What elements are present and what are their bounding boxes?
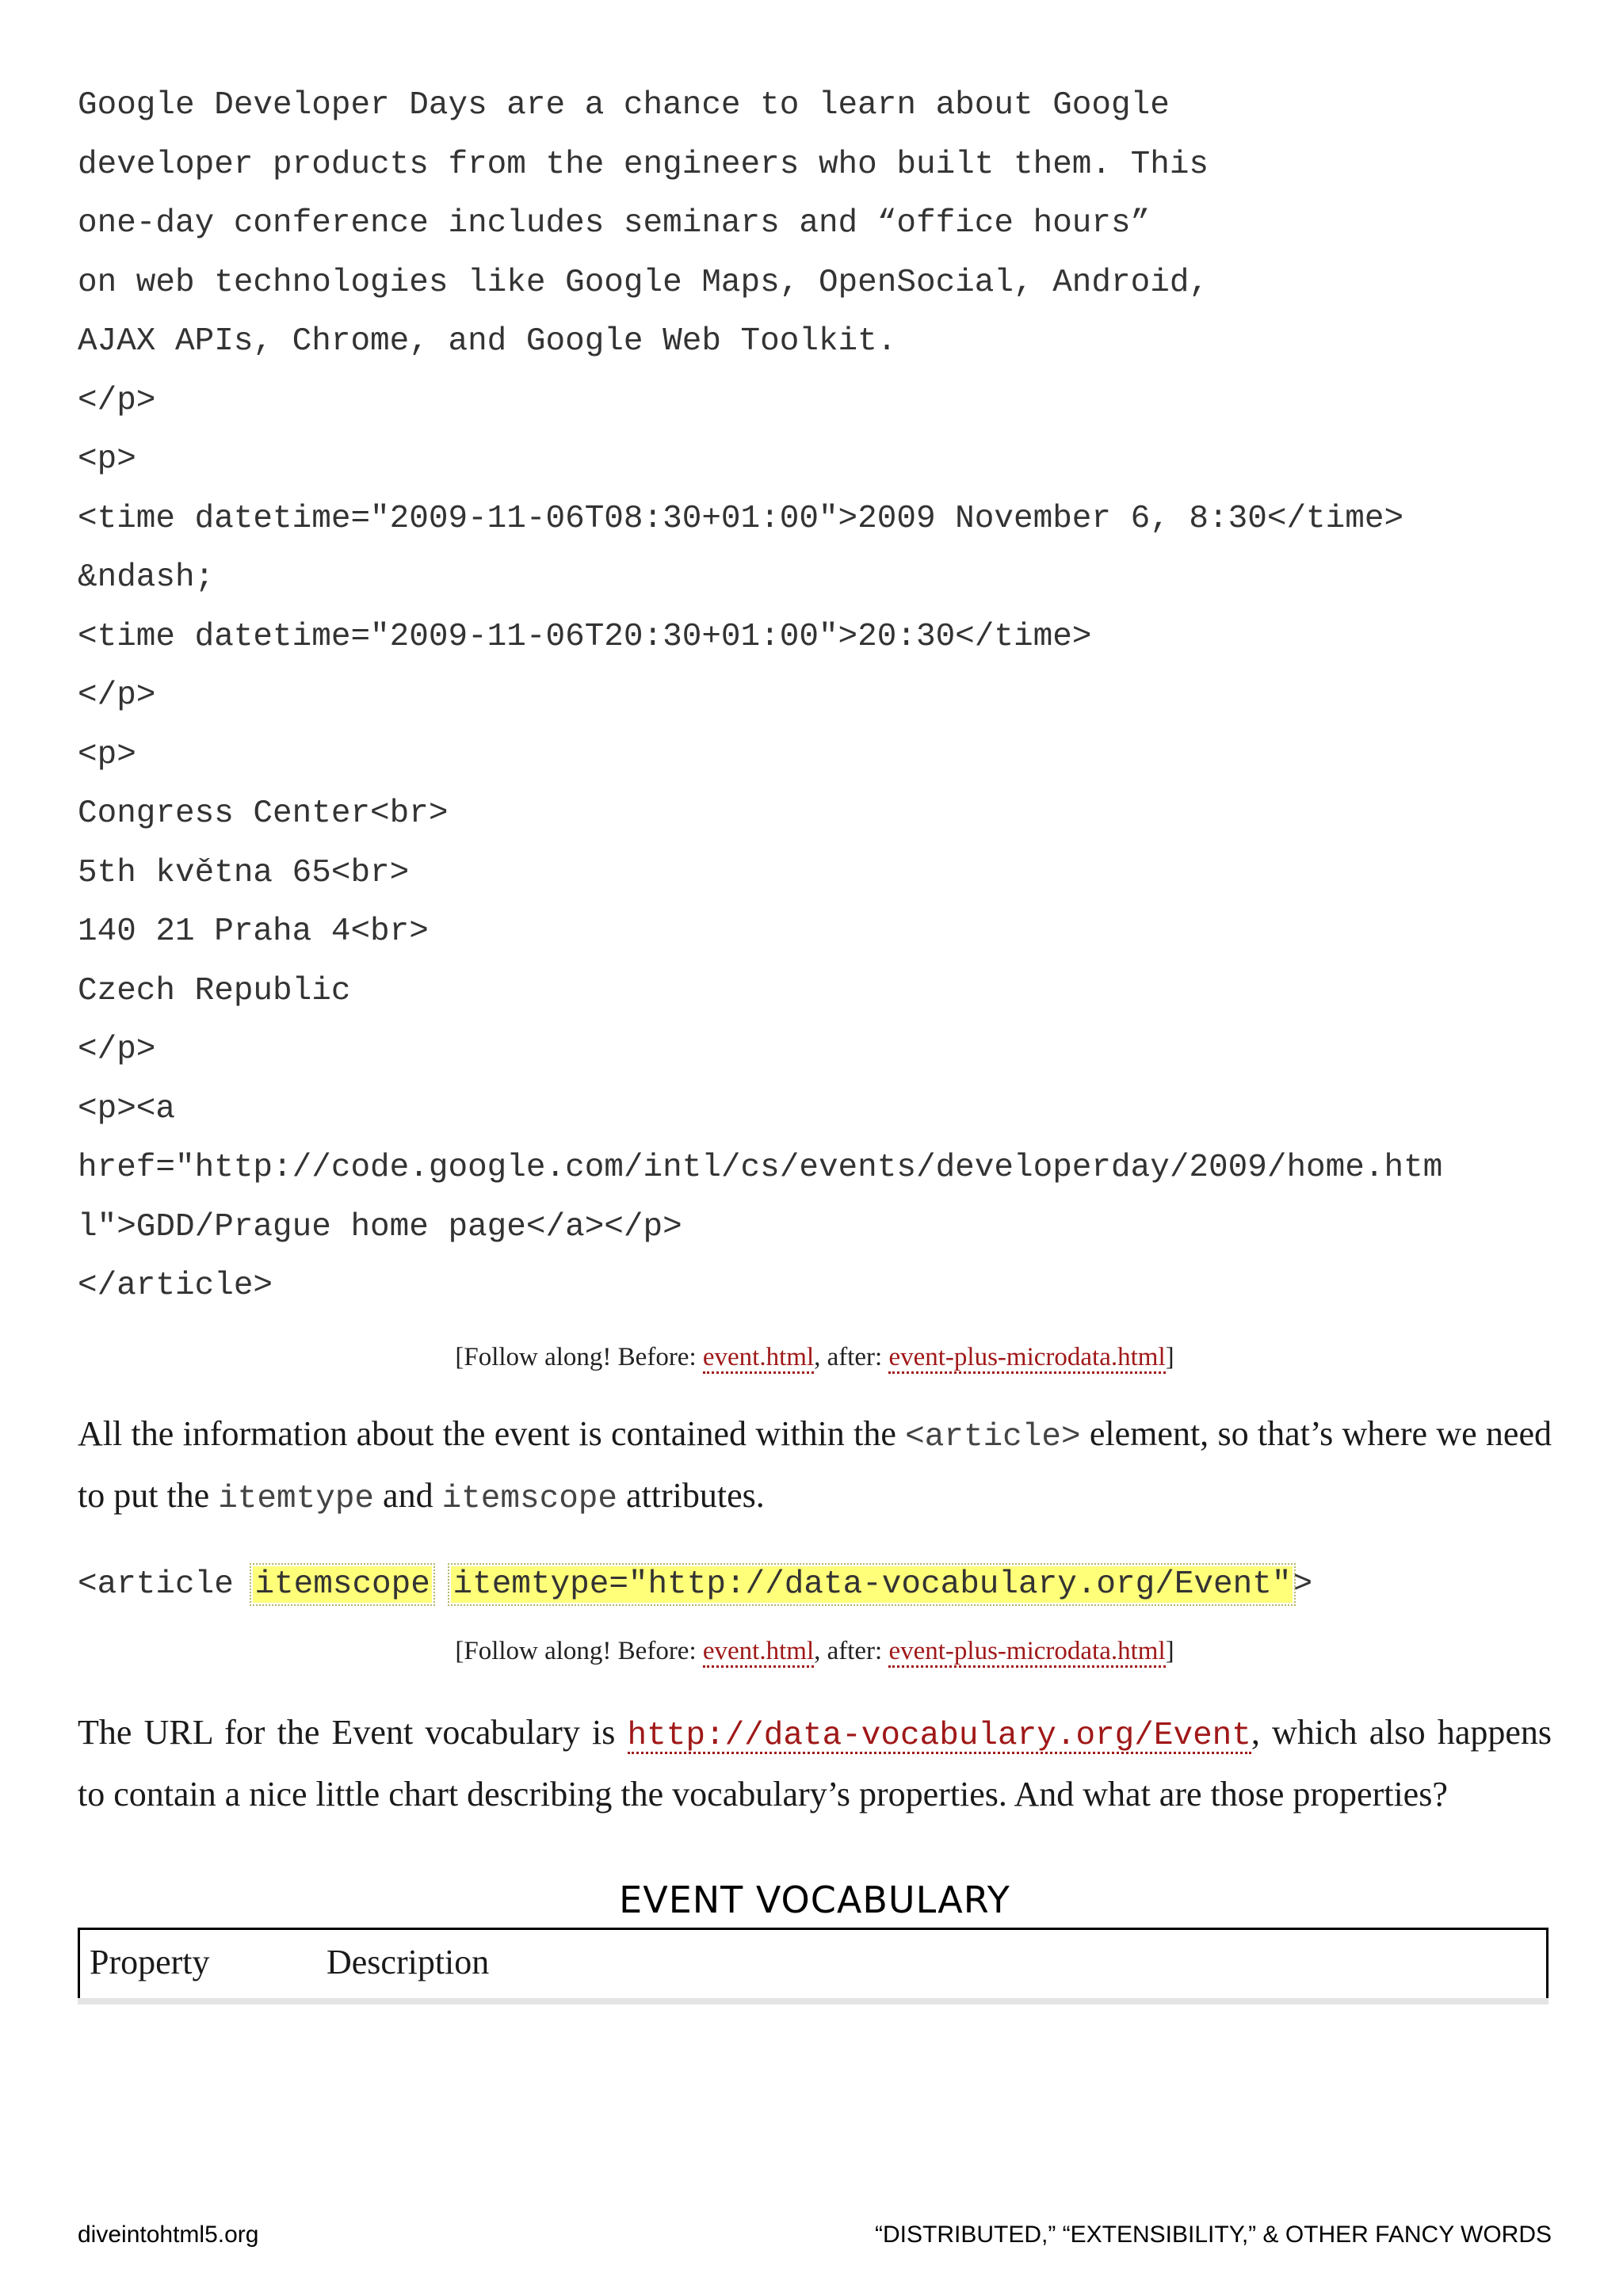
code-line: <p><a bbox=[78, 1090, 176, 1127]
code-line: </article> bbox=[78, 1268, 273, 1304]
code-line: <p> bbox=[78, 736, 136, 773]
footer-chapter-title: “DISTRIBUTED,” “EXTENSIBILITY,” & OTHER FANCY WORDS bbox=[875, 2222, 1552, 2248]
page-content bbox=[78, 76, 1552, 2004]
article-snippet: <article itemscope itemtype="http://data-vocabulary.org/Event"> bbox=[78, 1566, 1313, 1603]
code-itemscope: itemscope bbox=[441, 1481, 618, 1517]
code-line: <time datetime="2009-11-06T08:30+01:00">2009 November 6, 8:30</time> bbox=[78, 500, 1404, 537]
code-line: developer products from the engineers who built them. This bbox=[78, 146, 1209, 183]
code-line: <p> bbox=[78, 441, 136, 478]
code-listing bbox=[78, 76, 1552, 1316]
follow-along-caption-2: [Follow along! Before: event.html, after: event-plus-microdata.html] bbox=[78, 1627, 1552, 1675]
section-title: EVENT VOCABULARY bbox=[619, 1878, 1010, 1921]
code-line: on web technologies like Google Maps, OpenSocial, Android, bbox=[78, 264, 1209, 301]
code-line: href="http://code.google.com/intl/cs/events/developerday/2009/home.htm bbox=[78, 1150, 1443, 1186]
paragraph-article-element: All the information about the event is contained within the <article> element, so that’s where we need to put the itemtype and itemscope attributes. bbox=[78, 1413, 1552, 1517]
code-line: AJAX APIs, Chrome, and Google Web Toolkit. bbox=[78, 323, 897, 360]
event-vocabulary-link[interactable]: http://data-vocabulary.org/Event bbox=[628, 1713, 1251, 1754]
after-link-2[interactable]: event-plus-microdata.html bbox=[888, 1637, 1165, 1668]
after-link[interactable]: event-plus-microdata.html bbox=[888, 1343, 1165, 1374]
code-line: </p> bbox=[78, 677, 156, 714]
code-line: one-day conference includes seminars and “office hours” bbox=[78, 205, 1151, 242]
code-itemtype: itemtype bbox=[218, 1481, 375, 1517]
code-line: <time datetime="2009-11-06T20:30+01:00">20:30</time> bbox=[78, 618, 1092, 655]
footer-site: diveintohtml5.org bbox=[78, 2222, 259, 2248]
code-line: Czech Republic bbox=[78, 972, 351, 1009]
code-line: 140 21 Praha 4<br> bbox=[78, 913, 429, 950]
before-link[interactable]: event.html bbox=[703, 1343, 814, 1374]
event-vocabulary-table bbox=[78, 1928, 1549, 2004]
code-line: Congress Center<br> bbox=[78, 795, 449, 832]
highlight-itemscope: itemscope bbox=[254, 1566, 430, 1603]
code-article: <article> bbox=[905, 1418, 1081, 1455]
code-line: 5th května 65<br> bbox=[78, 854, 410, 891]
column-header-description: Description bbox=[317, 1928, 1548, 2001]
table-header-row bbox=[79, 1928, 1548, 2001]
code-line: l">GDD/Prague home page</a></p> bbox=[78, 1208, 682, 1245]
code-line: </p> bbox=[78, 1032, 156, 1068]
code-line: &ndash; bbox=[78, 559, 215, 596]
code-line: Google Developer Days are a chance to learn about Google bbox=[78, 87, 1170, 124]
code-line: </p> bbox=[78, 382, 156, 419]
before-link-2[interactable]: event.html bbox=[703, 1637, 814, 1668]
follow-along-caption-1: [Follow along! Before: event.html, after: event-plus-microdata.html] bbox=[78, 1333, 1552, 1381]
column-header-property: Property bbox=[79, 1928, 318, 2001]
highlight-itemtype: itemtype="http://data-vocabulary.org/Event" bbox=[453, 1566, 1292, 1603]
paragraph-event-vocabulary: The URL for the Event vocabulary is http://data-vocabulary.org/Event, which also happens to contain a nice little chart describing the vocabulary’s properties. And what are those properties? bbox=[78, 1712, 1552, 1814]
